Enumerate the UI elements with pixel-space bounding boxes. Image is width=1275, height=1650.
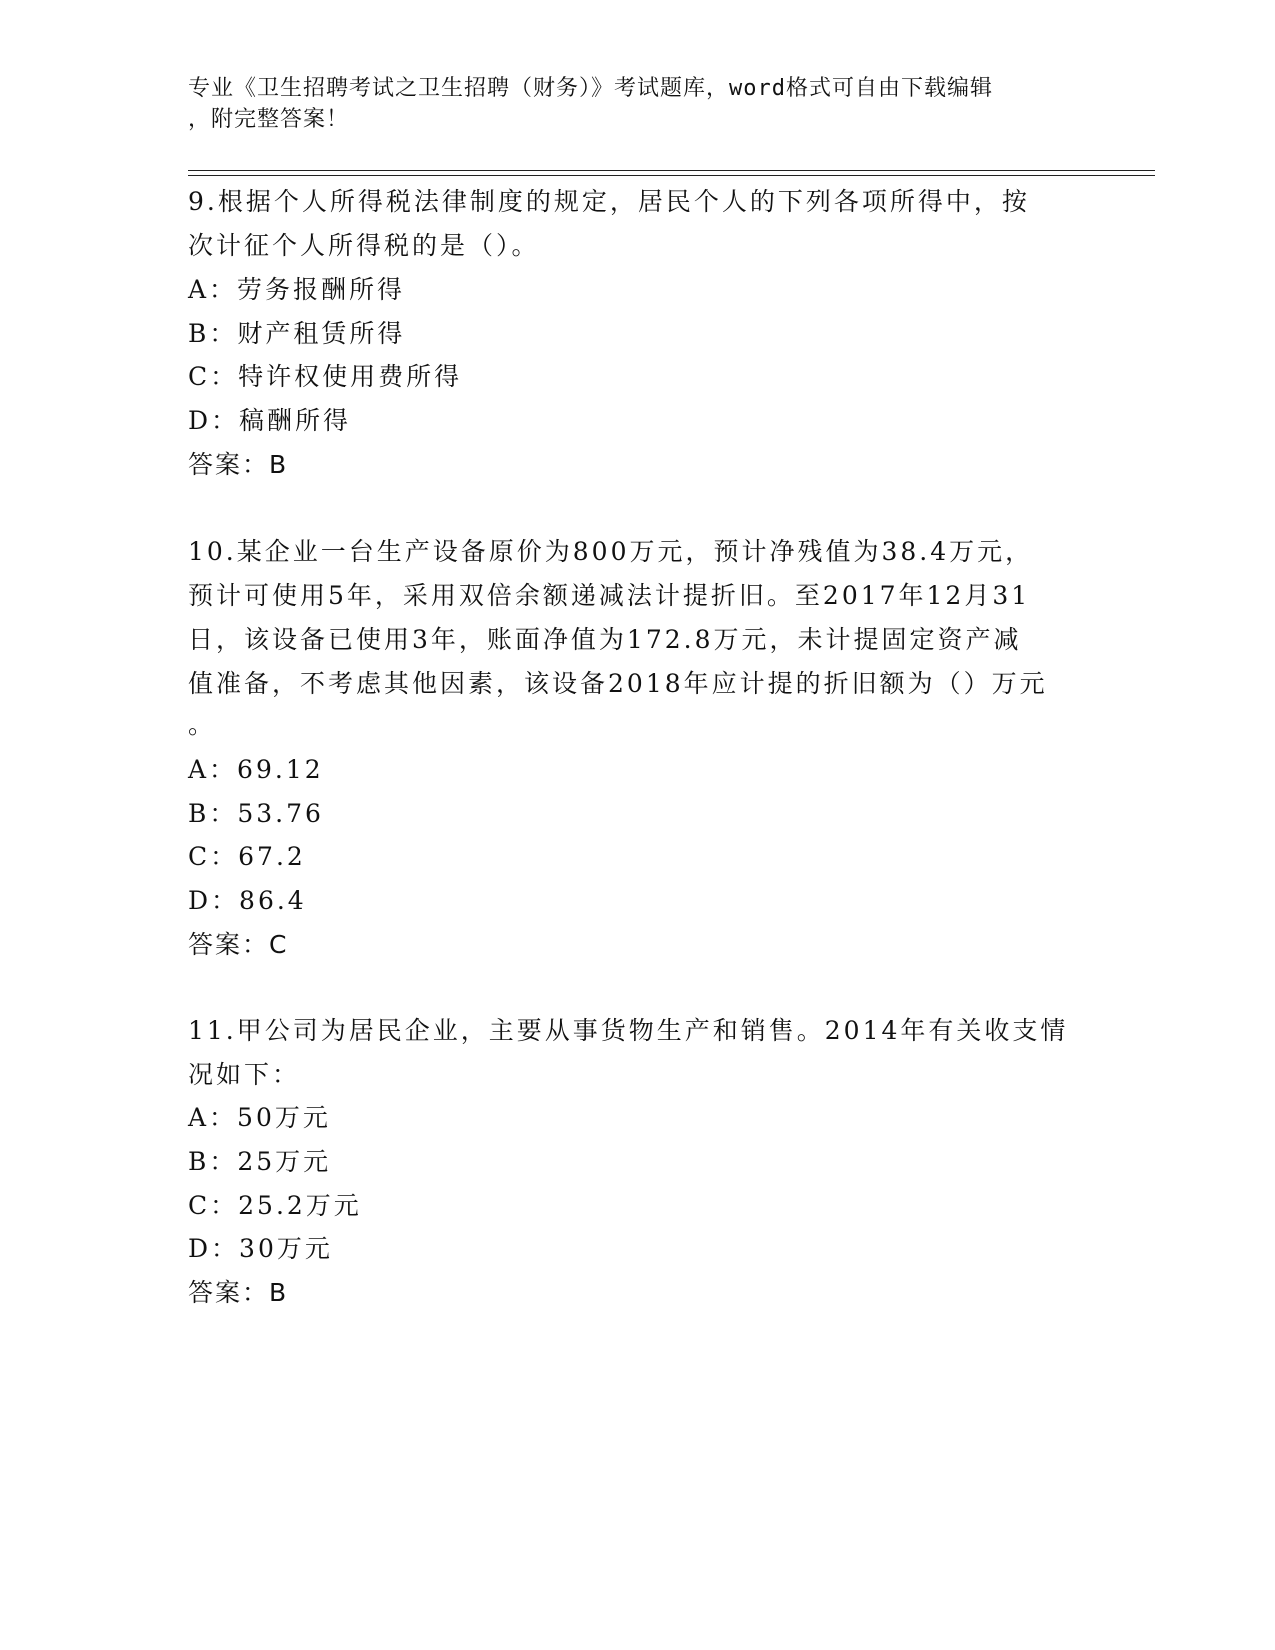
answer-line: 答案：C xyxy=(188,930,289,959)
question-stem-line: 9.根据个人所得税法律制度的规定，居民个人的下列各项所得中，按 xyxy=(188,187,1030,216)
header-divider-bottom xyxy=(188,175,1155,176)
question-stem-line: 。 xyxy=(188,710,217,739)
option-a: A：50万元 xyxy=(188,1103,331,1132)
question-stem-line: 况如下： xyxy=(188,1060,301,1089)
question-stem-line: 10.某企业一台生产设备原价为800万元，预计净残值为38.4万元， xyxy=(188,537,1034,566)
option-c: C：25.2万元 xyxy=(188,1191,362,1220)
header-divider-top xyxy=(188,170,1155,171)
option-a: A：劳务报酬所得 xyxy=(188,275,406,304)
option-a: A：69.12 xyxy=(188,755,324,784)
answer-line: 答案：B xyxy=(188,1278,289,1307)
header-line-1: 专业《卫生招聘考试之卫生招聘（财务）》考试题库，word格式可自由下载编辑 xyxy=(188,76,993,101)
option-d: D：86.4 xyxy=(188,886,307,915)
answer-line: 答案：B xyxy=(188,450,289,479)
question-stem-line: 次计征个人所得税的是（）。 xyxy=(188,231,540,260)
option-c: C：67.2 xyxy=(188,842,306,871)
header-line-2: ，附完整答案！ xyxy=(188,107,350,132)
question-stem-line: 日，该设备已使用3年，账面净值为172.8万元，未计提固定资产减 xyxy=(188,625,1022,654)
option-d: D：稿酬所得 xyxy=(188,406,352,435)
option-c: C：特许权使用费所得 xyxy=(188,362,463,391)
question-stem-line: 11.甲公司为居民企业，主要从事货物生产和销售。2014年有关收支情 xyxy=(188,1016,1069,1045)
option-b: B：25万元 xyxy=(188,1147,332,1176)
option-b: B：53.76 xyxy=(188,799,324,828)
question-stem-line: 值准备，不考虑其他因素，该设备2018年应计提的折旧额为（）万元 xyxy=(188,669,1048,698)
question-stem-line: 预计可使用5年，采用双倍余额递减法计提折旧。至2017年12月31 xyxy=(188,581,1031,610)
option-d: D：30万元 xyxy=(188,1234,333,1263)
option-b: B：财产租赁所得 xyxy=(188,319,406,348)
